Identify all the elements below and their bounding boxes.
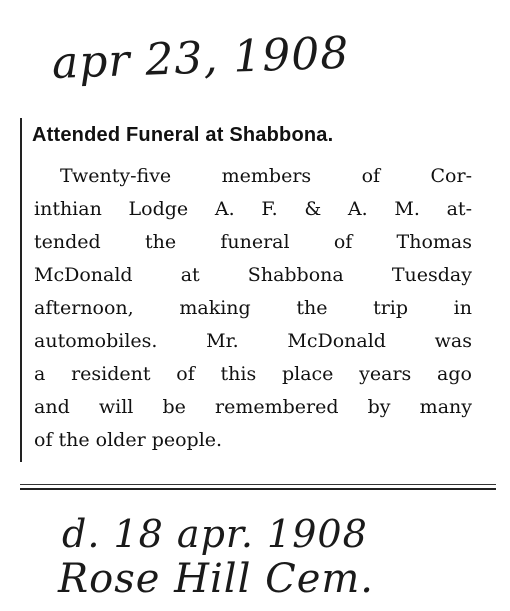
article-line: and will be remembered by many: [34, 396, 472, 418]
article-line: a resident of this place years ago: [34, 363, 472, 385]
divider-rule-thick: [20, 488, 496, 490]
article-line: Twenty-five members of Cor-: [60, 165, 472, 187]
handwritten-date: apr 23, 1908: [51, 27, 351, 89]
article-line: inthian Lodge A. F. & A. M. at-: [34, 198, 472, 220]
article-line: McDonald at Shabbona Tuesday: [34, 264, 472, 286]
divider-rule: [20, 484, 496, 485]
article-headline: Attended Funeral at Shabbona.: [32, 124, 334, 146]
article-line: of the older people.: [34, 429, 223, 451]
handwritten-cemetery: Rose Hill Cem.: [58, 556, 375, 602]
handwritten-death-date: d. 18 apr. 1908: [62, 512, 368, 556]
article-body: [34, 160, 472, 457]
article-line: tended the funeral of Thomas: [34, 231, 472, 253]
article-line: automobiles. Mr. McDonald was: [34, 330, 472, 352]
article-line: afternoon, making the trip in: [34, 297, 472, 319]
